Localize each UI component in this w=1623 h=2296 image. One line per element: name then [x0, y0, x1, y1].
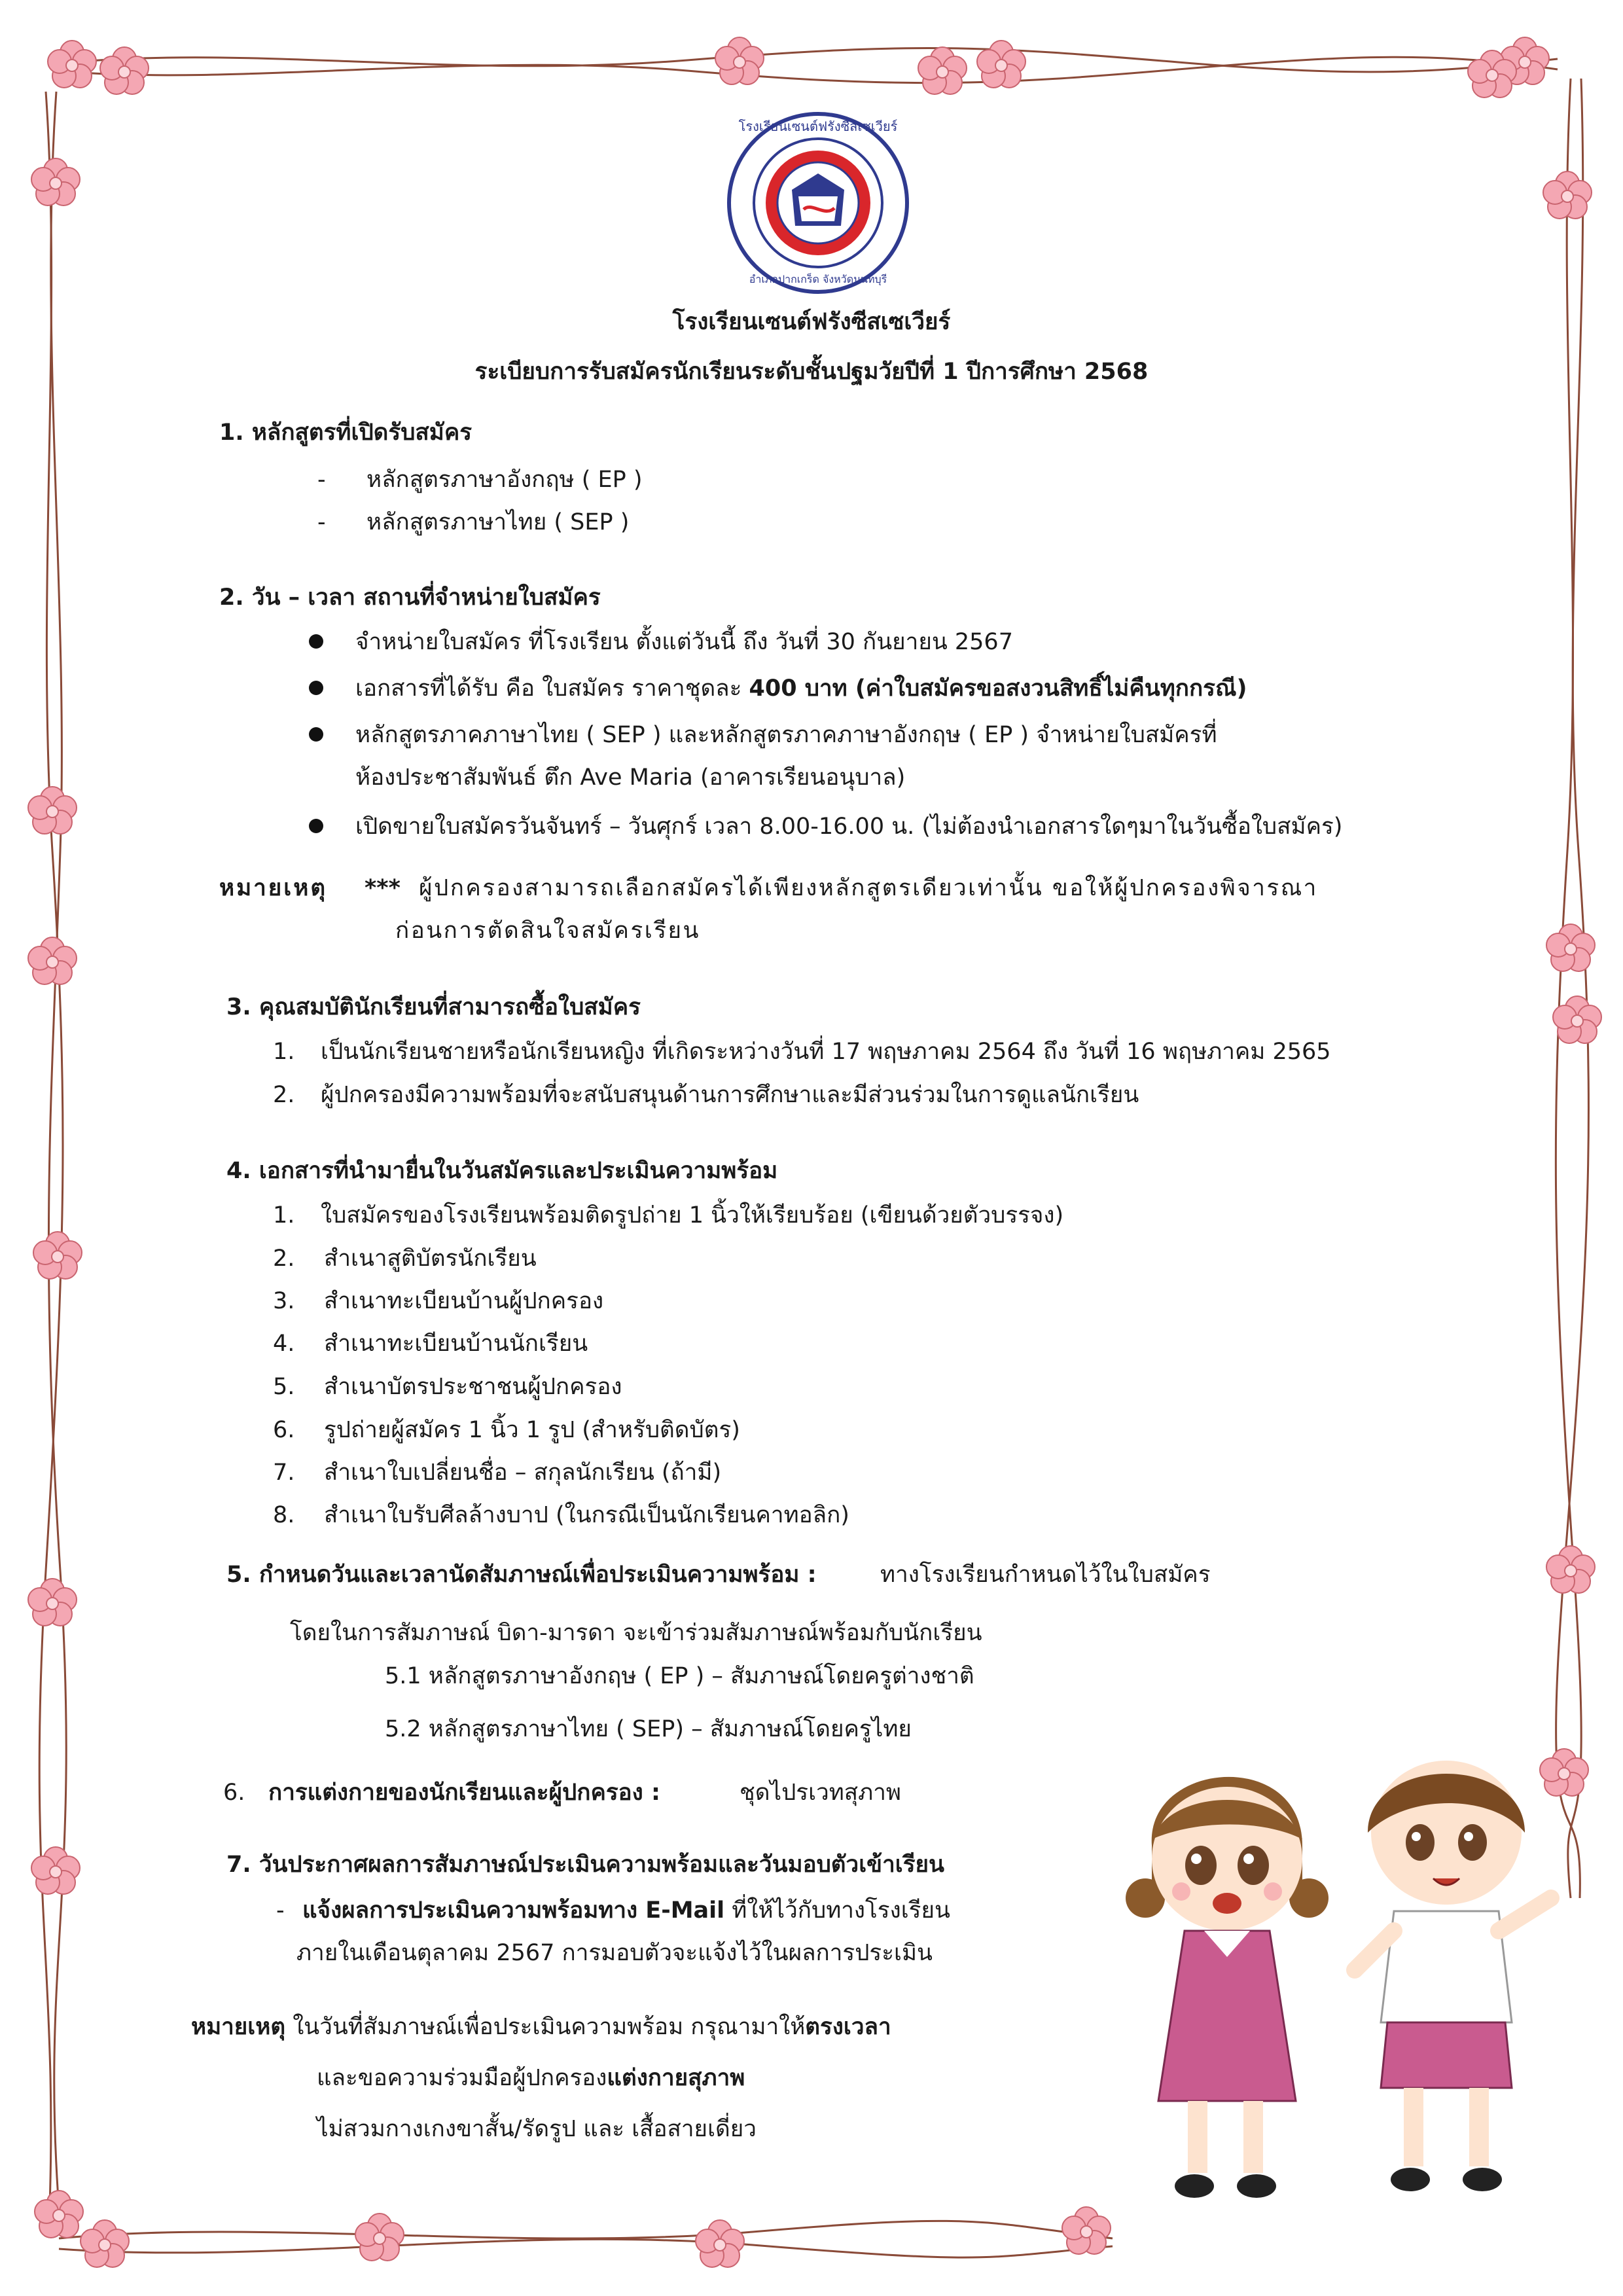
school-seal-logo	[726, 111, 910, 295]
section-7-dash: -	[276, 1897, 285, 1924]
list-number: 6.	[273, 1417, 295, 1443]
final-note-label: หมายเหตุ	[191, 2014, 286, 2040]
final-note-line-2	[317, 2067, 745, 2090]
section-3-item: ผู้ปกครองมีความพร้อมที่จะสนับสนุนด้านการศึกษาและมีส่วนร่วมในการดูแลนักเรียน	[321, 1082, 1139, 1108]
section-5-sub-sep: 5.2 หลักสูตรภาษาไทย ( SEP) – สัมภาษณ์โดยครูไทย	[385, 1716, 912, 1742]
section-1-item-sep: หลักสูตรภาษาไทย ( SEP )	[366, 509, 630, 535]
section-2-bullet-4: เปิดขายใบสมัครวันจันทร์ – วันศุกร์ เวลา 8.00-16.00 น. (ไม่ต้องนำเอกสารใดๆมาในวันซื้อใบสมัคร)	[355, 814, 1343, 840]
list-number: 4.	[273, 1331, 295, 1357]
list-number: 2.	[273, 1246, 295, 1272]
girl-figure	[1126, 1777, 1329, 2198]
final-note-line-1	[191, 2016, 891, 2039]
note-stars: ***	[365, 875, 401, 901]
section-5-sub-ep: 5.1 หลักสูตรภาษาอังกฤษ ( EP ) – สัมภาษณ์โดยครูต่างชาติ	[385, 1663, 974, 1689]
section-2-bullet-3-line2: ห้องประชาสัมพันธ์ ตึก Ave Maria (อาคารเรียนอนุบาล)	[355, 764, 906, 791]
section-2-bullet-1: จำหน่ายใบสมัคร ที่โรงเรียน ตั้งแต่วันนี้ ถึง วันที่ 30 กันยายน 2567	[355, 629, 1013, 655]
section-4-item: สำเนาทะเบียนบ้านผู้ปกครอง	[324, 1288, 604, 1314]
section-6-heading: การแต่งกายของนักเรียนและผู้ปกครอง :	[268, 1780, 660, 1806]
list-number: 1.	[273, 1202, 295, 1229]
list-number: 3.	[273, 1288, 295, 1314]
note-label: หมายเหตุ	[219, 875, 328, 901]
section-1-dash: -	[317, 467, 326, 493]
section-7-line-1-bold: แจ้งผลการประเมินความพร้อมทาง E-Mail	[302, 1897, 725, 1924]
svg-text:โรงเรียนเซนต์ฟรังซีสเซเวียร์: โรงเรียนเซนต์ฟรังซีสเซเวียร์	[738, 118, 898, 134]
section-4-item: สำเนาทะเบียนบ้านนักเรียน	[324, 1331, 588, 1357]
final-note-line-3: ไม่สวมกางเกงขาสั้น/รัดรูป และ เสื้อสายเดี่ยว	[317, 2116, 757, 2142]
list-number: 8.	[273, 1502, 295, 1528]
bullet-icon	[309, 727, 323, 742]
section-4-item: ใบสมัครของโรงเรียนพร้อมติดรูปถ่าย 1 นิ้วให้เรียบร้อย (เขียนด้วยตัวบรรจง)	[321, 1202, 1064, 1229]
section-4-item: สำเนาใบเปลี่ยนชื่อ – สกุลนักเรียน (ถ้ามี)	[324, 1460, 722, 1486]
students-illustration	[1106, 1734, 1577, 2245]
section-4-item: สำเนาสูติบัตรนักเรียน	[324, 1246, 537, 1272]
section-1-dash: -	[317, 509, 326, 535]
section-5-heading: 5. กำหนดวันและเวลานัดสัมภาษณ์เพื่อประเมินความพร้อม :	[226, 1562, 817, 1588]
section-2-heading: 2. วัน – เวลา สถานที่จำหน่ายใบสมัคร	[219, 584, 601, 611]
note-line-2: ก่อนการตัดสินใจสมัครเรียน	[395, 918, 700, 944]
section-1-heading: 1. หลักสูตรที่เปิดรับสมัคร	[219, 420, 473, 446]
boy-figure	[1355, 1761, 1551, 2191]
list-number: 1.	[273, 1039, 295, 1065]
section-2-bullet-2-price: 400 บาท (ค่าใบสมัครขอสงวนสิทธิ์ไม่คืนทุกกรณี)	[749, 675, 1247, 702]
note-line-1: ผู้ปกครองสามารถเลือกสมัครได้เพียงหลักสูตรเดียวเท่านั้น ขอให้ผู้ปกครองพิจารณา	[419, 875, 1318, 901]
list-number: 5.	[273, 1374, 295, 1400]
section-2-bullet-2	[355, 677, 1247, 700]
section-7-line-1-rest: ที่ให้ไว้กับทางโรงเรียน	[724, 1897, 950, 1924]
section-5-value: ทางโรงเรียนกำหนดไว้ในใบสมัคร	[880, 1562, 1211, 1588]
section-6-value: ชุดไปรเวทสุภาพ	[740, 1780, 901, 1806]
final-note-emphasis: แต่งกายสุภาพ	[607, 2065, 745, 2091]
bullet-icon	[309, 819, 323, 833]
section-7-line-1	[302, 1899, 950, 1922]
section-4-item: รูปถ่ายผู้สมัคร 1 นิ้ว 1 รูป (สำหรับติดบัตร)	[324, 1417, 740, 1443]
svg-text:อำเภอปากเกร็ด จังหวัดนนทบุรี: อำเภอปากเกร็ด จังหวัดนนทบุรี	[749, 273, 887, 285]
bullet-icon	[309, 681, 323, 695]
section-3-heading: 3. คุณสมบัตินักเรียนที่สามารถซื้อใบสมัคร	[226, 994, 641, 1020]
section-4-item: สำเนาบัตรประชาชนผู้ปกครอง	[324, 1374, 622, 1400]
section-4-heading: 4. เอกสารที่นำมายื่นในวันสมัครและประเมินความพร้อม	[226, 1158, 778, 1184]
section-3-item: เป็นนักเรียนชายหรือนักเรียนหญิง ที่เกิดระหว่างวันที่ 17 พฤษภาคม 2564 ถึง วันที่ 16 พฤษภาคม 2565	[321, 1039, 1331, 1065]
section-2-bullet-3-line1: หลักสูตรภาคภาษาไทย ( SEP ) และหลักสูตรภาคภาษาอังกฤษ ( EP ) จำหน่ายใบสมัครที่	[355, 722, 1217, 748]
list-number: 2.	[273, 1082, 295, 1108]
page-title: ระเบียบการรับสมัครนักเรียนระดับชั้นปฐมวัยปีที่ 1 ปีการศึกษา 2568	[474, 359, 1149, 385]
section-4-item: สำเนาใบรับศีลล้างบาป (ในกรณีเป็นนักเรียนคาทอลิก)	[324, 1502, 849, 1528]
section-1-item-ep: หลักสูตรภาษาอังกฤษ ( EP )	[366, 467, 643, 493]
section-2-bullet-2-text: เอกสารที่ได้รับ คือ ใบสมัคร ราคาชุดละ	[355, 675, 749, 702]
section-7-line-2: ภายในเดือนตุลาคม 2567 การมอบตัวจะแจ้งไว้ในผลการประเมิน	[296, 1940, 933, 1966]
final-note-text: และขอความร่วมมือผู้ปกครอง	[317, 2065, 607, 2091]
list-number: 6.	[223, 1780, 245, 1806]
section-5-intro: โดยในการสัมภาษณ์ บิดา-มารดา จะเข้าร่วมสัมภาษณ์พร้อมกับนักเรียน	[290, 1620, 982, 1646]
list-number: 7.	[273, 1460, 295, 1486]
section-7-heading: 7. วันประกาศผลการสัมภาษณ์ประเมินความพร้อมและวันมอบตัวเข้าเรียน	[226, 1852, 944, 1878]
school-name: โรงเรียนเซนต์ฟรังซีสเซเวียร์	[672, 309, 951, 335]
final-note-emphasis: ตรงเวลา	[805, 2014, 891, 2040]
final-note-text: ในวันที่สัมภาษณ์เพื่อประเมินความพร้อม กรุณามาให้	[285, 2014, 806, 2040]
bullet-icon	[309, 634, 323, 649]
